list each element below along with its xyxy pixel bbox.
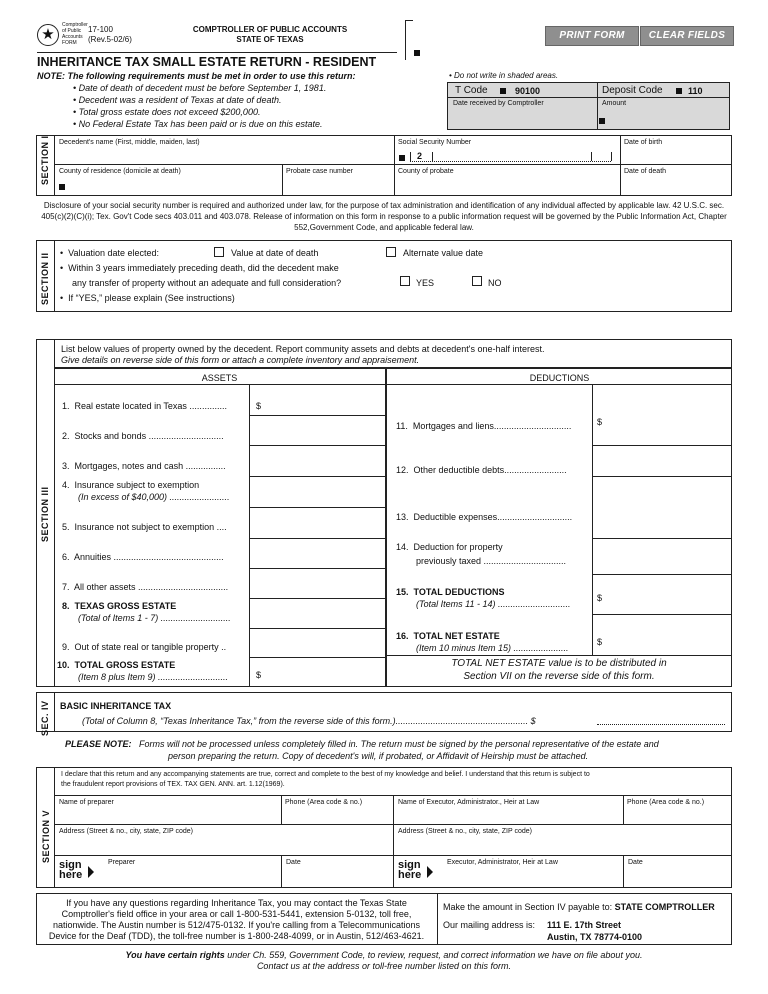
- asset-10-input[interactable]: [265, 668, 381, 682]
- transfer-question: • Within 3 years immediately preceding death, did the decedent make: [60, 263, 339, 273]
- county-probate-label: County of probate: [398, 168, 454, 175]
- asset-line-3: 3. Mortgages, notes and cash ................: [62, 461, 226, 471]
- section-2-label: SECTION II: [40, 252, 50, 305]
- preparer-sign-label: Preparer: [108, 859, 136, 866]
- ssn-prefill: 2: [417, 151, 423, 161]
- deductions-header: DEDUCTIONS: [529, 373, 590, 383]
- note-item: • Date of death of decedent must be before September 1, 1981.: [73, 83, 327, 93]
- form-number: 17-100: [88, 25, 113, 34]
- deduction-line-12: 12. Other deductible debts.........................: [396, 465, 567, 475]
- date-2-label: Date: [628, 859, 643, 866]
- questions-text: Device for the Deaf (TDD), the toll-free number is 1-800-248-4099, or in Austin, 512/463-4621.: [48, 931, 425, 941]
- questions-text: If you have any questions regarding Inheritance Tax, you may contact the Texas State: [66, 898, 407, 908]
- deposit-code-value: 110: [688, 86, 703, 96]
- section-3-intro-2: Give details on reverse side of this form or attach a complete inventory and appraisement.: [61, 355, 420, 365]
- rights-notice: You have certain rights under Ch. 559, Government Code, to review, request, and correct information we have on file about you.: [125, 950, 643, 960]
- note-item: • No Federal Estate Tax has been paid or is due on this estate.: [73, 119, 323, 129]
- clear-fields-button[interactable]: CLEAR FIELDS: [640, 26, 734, 46]
- deduction-14-input[interactable]: [606, 555, 728, 569]
- asset-2-input[interactable]: [265, 428, 381, 442]
- deduction-dollar-sign: $: [597, 417, 603, 427]
- valuation-label: • Valuation date elected:: [60, 248, 160, 258]
- section-1-label: SECTION I: [40, 135, 50, 185]
- deduction-line-16-sub: (Item 10 minus Item 15) ......................: [416, 643, 569, 653]
- deduction-line-14-sub: previously taxed .................................: [416, 556, 567, 566]
- sign-arrow-icon: [427, 866, 433, 878]
- executor-address-input[interactable]: [398, 838, 728, 852]
- net-estate-dollar: $: [597, 637, 603, 647]
- basic-tax-title: BASIC INHERITANCE TAX: [60, 701, 172, 711]
- no-label: NO: [488, 278, 502, 288]
- asset-line-9: 9. Out of state real or tangible property ..: [62, 642, 227, 652]
- dod-label: Date of death: [624, 168, 667, 175]
- ssn-disclosure: Disclosure of your social security number is required and authorized under law, for the purpose of tax administration and identification of any individual affected by applicable law. 42 U.S.C. sec. 405(c)(2)(C)(i); Tex. Gov't Code secs 403.011 and 403.078. Release of information on this form in response to a public information request will be governed by the Public Information Act, Chapter 552,Government Code, and applicable federal law.: [41, 201, 727, 232]
- deduction-line-14: 14. Deduction for property: [396, 542, 503, 552]
- preparer-phone-input[interactable]: [285, 808, 389, 821]
- asset-3-input[interactable]: [265, 459, 381, 473]
- asset-9-input[interactable]: [265, 640, 381, 654]
- asset-line-4-sub: (In excess of $40,000) ........................: [78, 492, 230, 502]
- asset-line-2: 2. Stocks and bonds ..............................: [62, 431, 224, 441]
- questions-text: nationwide. The Austin number is 512/475-0132. If you're calling from a Telecommunications: [52, 920, 421, 930]
- deduction-16-input[interactable]: [606, 635, 728, 649]
- sign-arrow-icon: [88, 866, 94, 878]
- preparer-name-input[interactable]: [59, 808, 277, 821]
- dod-input[interactable]: [624, 180, 728, 193]
- preparer-name-label: Name of preparer: [59, 799, 114, 806]
- yes-checkbox[interactable]: [400, 276, 410, 286]
- net-estate-note-2: Section VII on the reverse side of this form.: [463, 671, 655, 682]
- marker-square: [414, 50, 420, 56]
- gross-dollar-sign: $: [256, 670, 262, 680]
- deduction-12-input[interactable]: [606, 458, 728, 472]
- please-note-2: person preparing the return. Copy of decedent's will, if probated, or Affidavit of Heirship must be attached.: [168, 751, 589, 761]
- asset-8-input[interactable]: [265, 611, 381, 625]
- asset-5-input[interactable]: [265, 521, 381, 535]
- sign-here-label: sign here: [59, 859, 83, 881]
- preparer-address-input[interactable]: [59, 838, 389, 852]
- ssn-label: Social Security Number: [398, 139, 472, 146]
- executor-name-label: Name of Executor, Administrator., Heir at Law: [398, 799, 540, 806]
- address-1-label: Address (Street & no., city, state, ZIP code): [59, 828, 193, 835]
- county-probate-input[interactable]: [398, 180, 616, 193]
- county-residence-label: County of residence (domicile at death): [59, 168, 181, 175]
- executor-date-input[interactable]: [628, 870, 728, 884]
- section-5-label: SECTION V: [41, 809, 51, 863]
- section-3-intro: List below values of property owned by the decedent. Report community assets and debts at decedent's one-half interest.: [61, 344, 545, 354]
- asset-6-input[interactable]: [265, 551, 381, 565]
- decedent-name-label: Decedent's name (First, middle, maiden, last): [59, 139, 200, 146]
- probate-case-input[interactable]: [286, 180, 390, 193]
- rights-notice-2: Contact us at the address or toll-free number listed on this form.: [256, 961, 512, 971]
- phone-1-label: Phone (Area code & no.): [285, 799, 363, 806]
- alternate-value-checkbox[interactable]: [386, 247, 396, 257]
- date-received-label: Date received by Comptroller: [453, 100, 544, 107]
- declaration: I declare that this return and any accompanying statements are true, correct and complete to the best of my knowledge and belief. I understand that this return is subject to: [61, 771, 590, 778]
- value-at-death-label: Value at date of death: [231, 248, 319, 258]
- print-form-button[interactable]: PRINT FORM: [545, 26, 639, 46]
- mailing-address-2: Austin, TX 78774-0100: [547, 932, 643, 942]
- asset-line-10: 10. TOTAL GROSS ESTATE: [57, 660, 176, 670]
- ssn-input[interactable]: [437, 149, 587, 162]
- basic-tax-sub: (Total of Column 8, “Texas Inheritance Tax,” from the reverse side of this form.)..................................................... $: [82, 716, 536, 726]
- total-deductions-dollar: $: [597, 593, 603, 603]
- asset-line-10-sub: (Item 8 plus Item 9) ............................: [78, 672, 229, 682]
- amount-label: Amount: [602, 100, 627, 107]
- deduction-15-input[interactable]: [606, 592, 728, 606]
- net-estate-note: TOTAL NET ESTATE value is to be distributed in: [451, 658, 667, 669]
- asset-line-7: 7. All other assets ....................................: [62, 582, 229, 592]
- payable-text: Make the amount in Section IV payable to: STATE COMPTROLLER: [443, 902, 715, 912]
- asset-line-4: 4. Insurance subject to exemption: [62, 480, 200, 490]
- address-2-label: Address (Street & no., city, state, ZIP code): [398, 828, 532, 835]
- asset-line-8-sub: (Total of Items 1 - 7) ............................: [78, 613, 231, 623]
- note-lead: NOTE: The following requirements must be met in order to use this return:: [37, 71, 356, 81]
- note-item: • Decedent was a resident of Texas at date of death.: [73, 95, 282, 105]
- decedent-name-input[interactable]: [58, 149, 388, 162]
- form-title: INHERITANCE TAX SMALL ESTATE RETURN - RESIDENT: [37, 55, 377, 69]
- declaration-2: the fraudulent report provisions of TEX. TAX GEN. ANN. art. 1.12(1969).: [61, 781, 285, 788]
- assets-header: ASSETS: [201, 373, 238, 383]
- agency-line-2: STATE OF TEXAS: [236, 35, 304, 44]
- section-3-label: SECTION III: [40, 486, 50, 542]
- mailing-lead: Our mailing address is:: [443, 920, 536, 930]
- executor-phone-input[interactable]: [627, 808, 728, 821]
- deduction-line-13: 13. Deductible expenses..............................: [396, 512, 573, 522]
- dob-input[interactable]: [624, 149, 728, 162]
- executor-sign-label: Executor, Administrator, Heir at Law: [447, 859, 558, 866]
- deduction-line-15-sub: (Total Items 11 - 14) .............................: [416, 599, 571, 609]
- please-note: PLEASE NOTE: Forms will not be processed unless completely filled in. The return must be signed by the personal representative of the estate and: [65, 739, 659, 749]
- t-code-label: T Code: [455, 85, 488, 96]
- basic-tax-input[interactable]: [598, 711, 725, 724]
- county-residence-input[interactable]: [70, 180, 278, 193]
- sign-here-label-2: sign here: [398, 859, 422, 881]
- asset-1-input[interactable]: [265, 398, 381, 412]
- agency-logo-text: Comptroller of Public Accounts FORM: [62, 22, 88, 46]
- state-seal-icon: ★: [37, 24, 59, 46]
- shaded-notice: • Do not write in shaded areas.: [449, 71, 559, 80]
- yes-label: YES: [416, 278, 435, 288]
- dob-label: Date of birth: [624, 139, 663, 146]
- deposit-code-label: Deposit Code: [602, 85, 663, 96]
- asset-dollar-sign: $: [256, 401, 262, 411]
- asset-4-input[interactable]: [265, 490, 381, 504]
- explain-input[interactable]: [280, 290, 728, 308]
- asset-line-8: 8. TEXAS GROSS ESTATE: [62, 601, 177, 611]
- alternate-value-label: Alternate value date: [403, 248, 484, 258]
- deduction-13-input[interactable]: [606, 508, 728, 522]
- phone-2-label: Phone (Area code & no.): [627, 799, 705, 806]
- asset-line-1: 1. Real estate located in Texas ...............: [62, 401, 227, 411]
- deduction-line-15: 15. TOTAL DEDUCTIONS: [396, 587, 505, 597]
- value-at-death-checkbox[interactable]: [214, 247, 224, 257]
- transfer-question-2: any transfer of property without an adequate and full consideration?: [72, 278, 342, 288]
- preparer-date-input[interactable]: [286, 870, 389, 884]
- date-1-label: Date: [286, 859, 301, 866]
- no-checkbox[interactable]: [472, 276, 482, 286]
- asset-line-6: 6. Annuities ............................................: [62, 552, 224, 562]
- probate-case-label: Probate case number: [286, 168, 353, 175]
- deduction-line-16: 16. TOTAL NET ESTATE: [396, 631, 500, 641]
- form-revision: (Rev.5-02/6): [88, 35, 132, 44]
- deduction-11-input[interactable]: [606, 415, 728, 429]
- mailing-address-1: 111 E. 17th Street: [547, 920, 622, 930]
- agency-line-1: COMPTROLLER OF PUBLIC ACCOUNTS: [192, 25, 348, 34]
- asset-7-input[interactable]: [265, 581, 381, 595]
- deduction-line-11: 11. Mortgages and liens...............................: [396, 421, 572, 431]
- asset-line-5: 5. Insurance not subject to exemption ....: [62, 522, 227, 532]
- t-code-value: 90100: [515, 86, 541, 96]
- explain-label: • If “YES,” please explain (See instructions): [60, 293, 235, 303]
- section-4-label: SEC. IV: [40, 700, 50, 736]
- note-item: • Total gross estate does not exceed $200,000.: [73, 107, 261, 117]
- questions-text: Comptroller's field office in your area or call 1-800-531-5441, extension 5-0132, toll free,: [61, 909, 412, 919]
- executor-name-input[interactable]: [398, 808, 618, 821]
